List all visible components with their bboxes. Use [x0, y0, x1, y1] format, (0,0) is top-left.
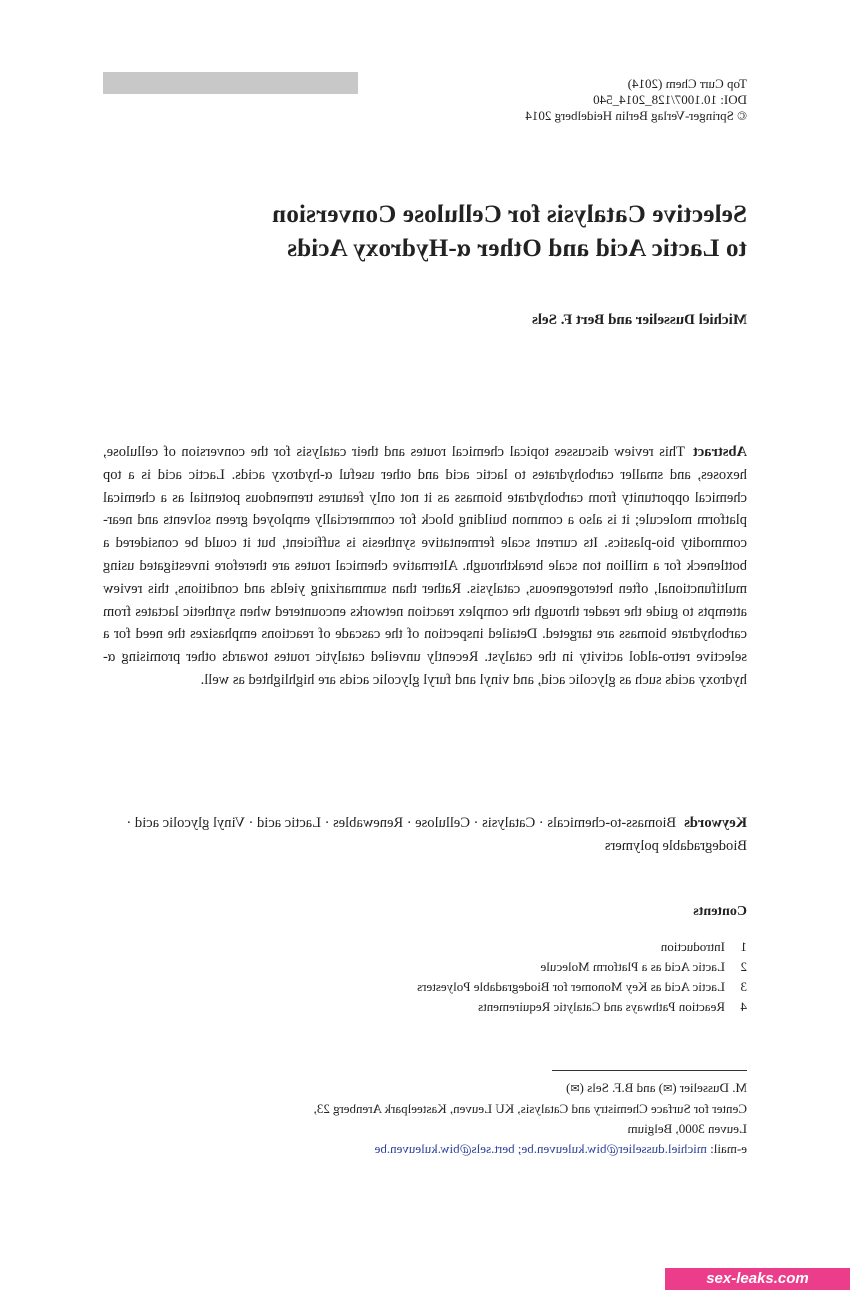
author-name-part: ) and B.F. Sels (: [579, 1080, 664, 1095]
toc-item[interactable]: [417, 997, 747, 1017]
header-gray-bar: [103, 72, 358, 94]
toc-item[interactable]: [417, 937, 747, 957]
email-label: e-mail:: [706, 1141, 747, 1156]
copyright: © Springer-Verlag Berlin Heidelberg 2014: [525, 108, 747, 123]
title-line-1: Selective Catalysis for Cellulose Conversion: [272, 201, 747, 228]
envelope-icon: ✉: [570, 1082, 580, 1095]
abstract: [103, 441, 747, 692]
toc-item-number: 4: [740, 999, 747, 1014]
footnote-rule: [552, 1070, 747, 1071]
doi: DOI: 10.1007/128_2014_540: [593, 92, 747, 107]
paper-title: [97, 198, 747, 266]
email-link[interactable]: michiel.dusselier@biw.kuleuven.be; bert.sels@biw.kuleuven.be: [374, 1141, 707, 1156]
affiliation-line-1: Center for Surface Chemistry and Catalysis, KU Leuven, Kasteelpark Arenberg 23,: [313, 1101, 747, 1116]
toc-item-number: 3: [740, 979, 747, 994]
title-line-2: to Lactic Acid and Other α-Hydroxy Acids: [287, 235, 747, 262]
toc-item[interactable]: [417, 977, 747, 997]
affiliation-line-2: Leuven 3000, Belgium: [627, 1121, 747, 1136]
table-of-contents: [417, 937, 747, 1017]
toc-item-number: 2: [740, 959, 747, 974]
journal-citation: Top Curr Chem (2014): [627, 76, 747, 91]
authors: Michiel Dusselier and Bert F. Sels: [532, 312, 747, 328]
envelope-icon: ✉: [663, 1082, 673, 1095]
publication-info: [525, 76, 747, 124]
author-footnote: [227, 1078, 747, 1159]
author-name-part: M. Dusselier (: [672, 1080, 747, 1095]
email-line: [227, 1139, 747, 1159]
abstract-text: This review discusses topical chemical routes and their catalysis for the conversion of cellulose, hexoses, and smaller carbohydrates to lactic acid and other useful α-hydroxy acids. Lactic acid is a top chemical opportunity from carbohydrate biomass as it not only features tremendous potential as a chemical platform molecule; it is also a common building block for commercially employed green solvents and near-commodity bio-plastics. Its current scale fermentative synthesis is sufficient, but it could be considered a bottleneck for a million ton scale breakthrough. Alternative chemical routes are therefore investigated using multifunctional, often heterogeneous, catalysis. Rather than summarizing yields and conditions, this review attempts to guide the reader through the complex reaction networks encountered when synthetic lactates from carbohydrate biomass are targeted. Detailed inspection of the cascade of reactions emphasizes the need for a selective retro-aldol activity in the catalyst. Recently unveiled catalytic routes towards other promising α-hydroxy acids such as glycolic acid, and vinyl and furyl glycolic acids are highlighted as well.: [103, 444, 747, 688]
toc-item-label: Introduction: [660, 939, 725, 954]
toc-item-number: 1: [740, 939, 747, 954]
keywords-label: Keywords: [684, 815, 747, 831]
author-name-part: ): [566, 1080, 571, 1095]
corresponding-authors: [227, 1078, 747, 1099]
keywords: [103, 812, 747, 858]
toc-item-label: Lactic Acid as Key Monomer for Biodegradable Polyesters: [417, 979, 725, 994]
watermark-banner[interactable]: sex-leaks.com: [665, 1268, 850, 1290]
toc-item-label: Lactic Acid as a Platform Molecule: [540, 959, 725, 974]
abstract-label: Abstract: [693, 444, 747, 460]
toc-item[interactable]: [417, 957, 747, 977]
contents-heading: Contents: [693, 904, 747, 919]
toc-item-label: Reaction Pathways and Catalytic Requirements: [478, 999, 725, 1014]
keywords-text: Biomass-to-chemicals · Catalysis · Cellulose · Renewables · Lactic acid · Vinyl glycolic acid · Biodegradable polymers: [126, 815, 747, 854]
